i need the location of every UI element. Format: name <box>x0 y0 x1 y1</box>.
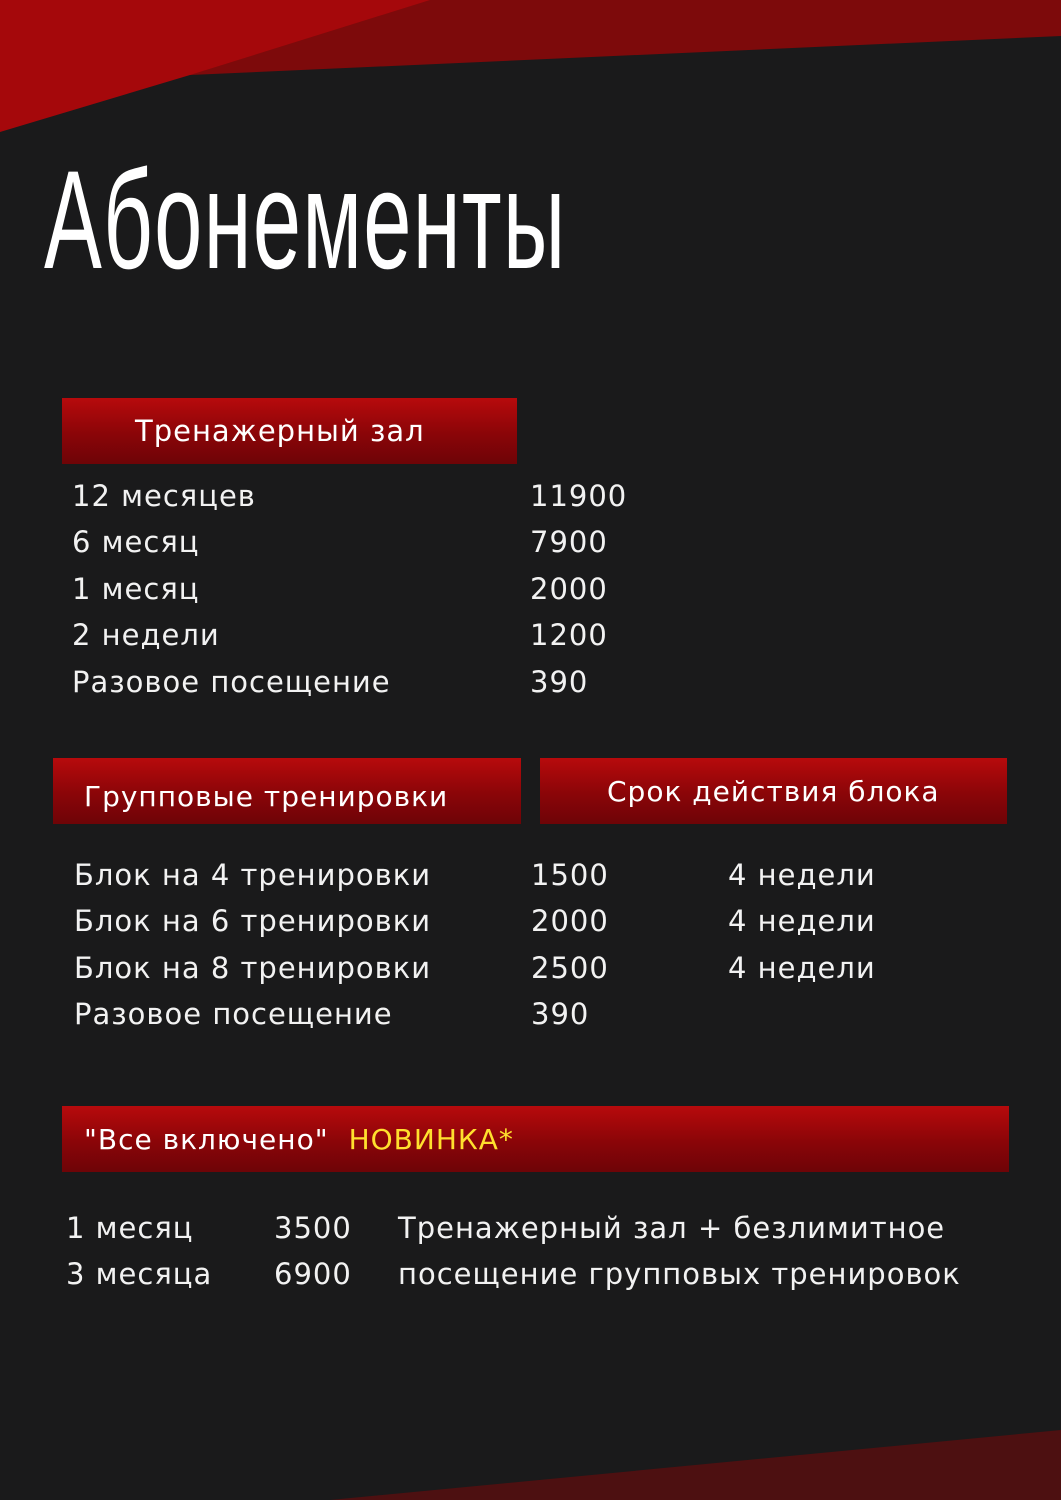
item-description: Тренажерный зал + безлимитное <box>398 1211 946 1245</box>
item-label: 2 недели <box>72 618 220 653</box>
list-item <box>72 519 772 565</box>
item-label: Блок на 6 тренировки <box>74 904 432 939</box>
item-validity: 4 недели <box>728 904 876 939</box>
item-label: Блок на 4 тренировки <box>74 858 432 892</box>
item-price: 11900 <box>530 479 628 513</box>
item-price: 1200 <box>530 618 608 653</box>
item-price: 3500 <box>274 1211 352 1245</box>
list-item <box>72 612 772 658</box>
list-item <box>74 991 974 1037</box>
gym-header-label: Тренажерный зал <box>135 414 425 448</box>
list-item <box>66 1205 1026 1251</box>
item-price: 2000 <box>530 571 608 606</box>
item-validity: 4 недели <box>728 950 876 985</box>
bottom-dark-red-shape <box>330 1430 1061 1500</box>
validity-section-header <box>540 758 1007 824</box>
item-label: 1 месяц <box>72 571 200 606</box>
list-item <box>74 852 974 898</box>
list-item <box>72 566 772 612</box>
list-item <box>72 659 772 705</box>
group-header-label: Групповые тренировки <box>84 779 449 813</box>
gym-price-list <box>72 473 772 705</box>
item-validity: 4 недели <box>728 858 876 892</box>
item-label: 3 месяца <box>66 1257 213 1292</box>
list-item <box>72 473 772 519</box>
item-price: 2000 <box>531 904 609 939</box>
item-label: 6 месяц <box>72 525 200 560</box>
item-price: 390 <box>531 997 590 1032</box>
group-section-header <box>53 758 521 824</box>
item-price: 6900 <box>274 1257 352 1292</box>
all-inclusive-price-list <box>66 1205 1026 1298</box>
validity-header-label: Срок действия блока <box>607 774 940 808</box>
list-item <box>74 945 974 991</box>
item-label: 12 месяцев <box>72 479 256 513</box>
item-label: 1 месяц <box>66 1211 194 1245</box>
all-inclusive-section-header <box>62 1106 1009 1172</box>
list-item <box>74 898 974 944</box>
item-price: 390 <box>530 664 589 699</box>
item-label: Разовое посещение <box>74 997 393 1032</box>
page-title: Абонементы <box>44 141 567 298</box>
list-item <box>66 1251 1026 1297</box>
item-price: 1500 <box>531 858 609 892</box>
item-label: Блок на 8 тренировки <box>74 950 432 985</box>
item-price: 2500 <box>531 950 609 985</box>
group-price-list <box>74 852 974 1038</box>
new-badge: НОВИНКА* <box>348 1122 514 1156</box>
gym-section-header <box>62 398 517 464</box>
all-inclusive-header-label: "Все включено" <box>84 1122 329 1156</box>
item-description: посещение групповых тренировок <box>398 1257 961 1292</box>
item-label: Разовое посещение <box>72 664 391 699</box>
item-price: 7900 <box>530 525 608 560</box>
